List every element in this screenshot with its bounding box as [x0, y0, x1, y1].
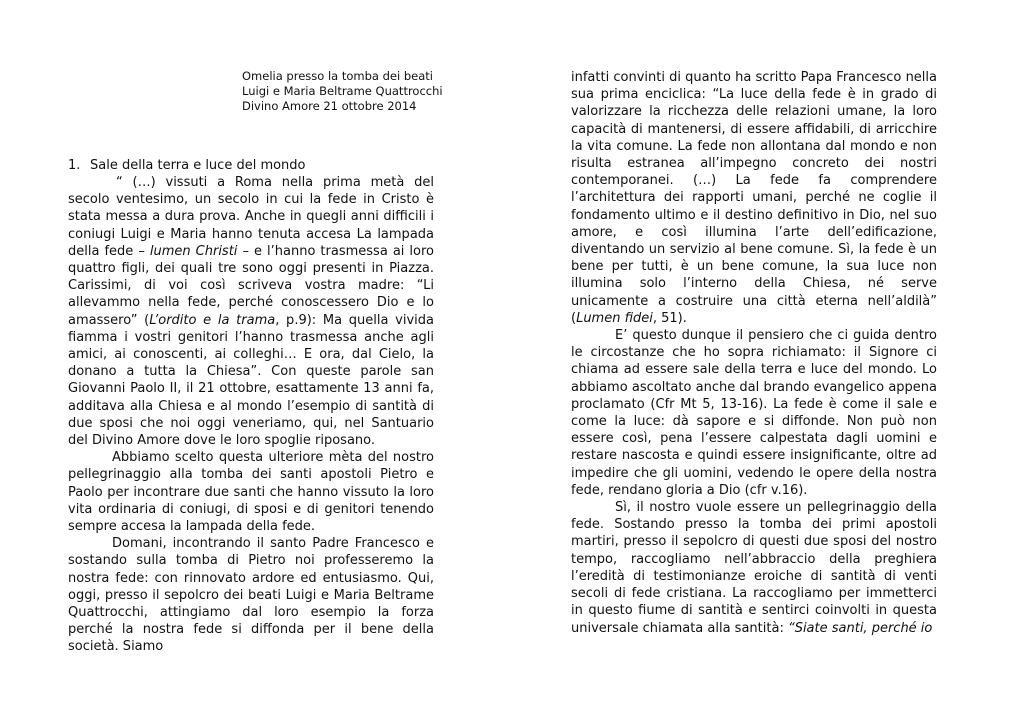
left-column [68, 174, 434, 656]
right-paragraph-2: E’ questo dunque il pensiero che ci guida dentro le circostanze che ho sopra richiamato: il Signore ci chiama ad essere sale della terra e luce del mondo. Lo abbiamo ascoltato anche dal brando evangelico appena proclamato (Cfr Mt 5, 13-16). La fede è come il sale e come la luce: dà sapore e si diffonde. Non può non essere così, pena l’essere calpestata dagli uomini e restare nascosta e quindi essere insignificante, oltre ad impedire che gli uomini, vedendo le opere della nostra fede, rendano gloria a Dio (cfr v.16). [571, 328, 937, 498]
homily-header [242, 69, 462, 114]
lumen-fidei-italic: Lumen fidei [576, 310, 653, 326]
section-number: 1. [68, 158, 81, 173]
left-paragraph-1: “ (…) vissuti a Roma nella prima metà del secolo ventesimo, un secolo in cui la fede in Cristo è stata messa a dura prova. Anche in quegli anni difficili i coniugi Luigi e Maria hanno tenuta accesa La lampada della fede – lumen Christi – e l’hanno trasmessa ai loro quattro figli, dei quali tre sono oggi presenti in Piazza. Carissimi, di voi così scriveva vostra madre: “Li allevammo nella fede, perché conoscessero Dio e lo amassero” (L’ordito e la trama, p.9): Ma quella vivida fiamma i vostri genitori l’hanno trasmessa anche agli amici, ai conoscenti, ai colleghi… E ora, dal Cielo, la donano a tutta la Chiesa”. Con queste parole san Giovanni Paolo II, il 21 ottobre, esattamente 13 anni fa, additava alla Chiesa e al mondo l’esempio di santità di due sposi che noi oggi veneriamo, qui, nel Santuario del Divino Amore dove le loro spoglie riposano. [68, 175, 435, 449]
right-paragraph-3: Sì, il nostro vuole essere un pellegrinaggio della fede. Sostando presso la tomba dei primi apostoli martiri, presso il sepolcro di questi due sposi del nostro tempo, raccogliamo nell’abbraccio della preghiera l’eredità di testimonianze eroiche di santità di venti secoli di fede cristiana. La raccogliamo per immetterci in questo fiume di santità e sentirci coinvolti in questa universale chiamata alla santità: “Siate santi, perché io [571, 500, 937, 636]
header-line-2: Luigi e Maria Beltrame Quattrocchi [242, 84, 443, 98]
left-paragraph-3: Domani, incontrando il santo Padre Francesco e sostando sulla tomba di Pietro noi professeremo la nostra fede: con rinnovato ardore ed entusiasmo. Qui, oggi, presso il sepolcro dei beati Luigi e Maria Beltrame Quattrocchi, attingiamo dal loro esempio la forza perché la nostra fede si diffonda per il bene della società. Siamo [68, 536, 434, 655]
header-line-3: Divino Amore 21 ottobre 2014 [242, 99, 417, 113]
right-column [571, 69, 937, 637]
header-line-1: Omelia presso la tomba dei beati [242, 69, 433, 83]
quote-italic: “Siate santi, perché io [787, 620, 933, 636]
section-title: Sale della terra e luce del mondo [90, 158, 306, 173]
left-paragraph-2: Abbiamo scelto questa ulteriore mèta del nostro pellegrinaggio alla tomba dei santi apostoli Pietro e Paolo per incontrare due santi che hanno vissuto la loro vita ordinaria di coniugi, di sposi e di genitori tenendo sempre accesa la lampada della fede. [68, 450, 434, 535]
right-paragraph-1: infatti convinti di quanto ha scritto Papa Francesco nella sua prima enciclica: “La luce della fede è in grado di valorizzare la ricchezza delle relazioni umane, la loro capacità di mantenersi, di essere affidabili, di arricchire la vita comune. La fede non allontana dal mondo e non risulta estranea all’impegno concreto dei nostri contemporanei. (…) La fede fa comprendere l’architettura dei rapporti umani, perché ne coglie il fondamento ultimo e il destino definitivo in Dio, nel suo amore, e così illumina l’arte dell’edificazione, diventando un servizio al bene comune. Sì, la fede è un bene per tutti, è un bene comune, la sua luce non illumina solo l’interno della Chiesa, né serve unicamente a costruire una città eterna nell’aldilà” (Lumen fidei, 51). [571, 70, 937, 326]
lumen-christi-italic: lumen Christi [149, 243, 238, 259]
section-heading [68, 157, 434, 174]
book-title-italic: L’ordito e la trama [149, 312, 276, 328]
